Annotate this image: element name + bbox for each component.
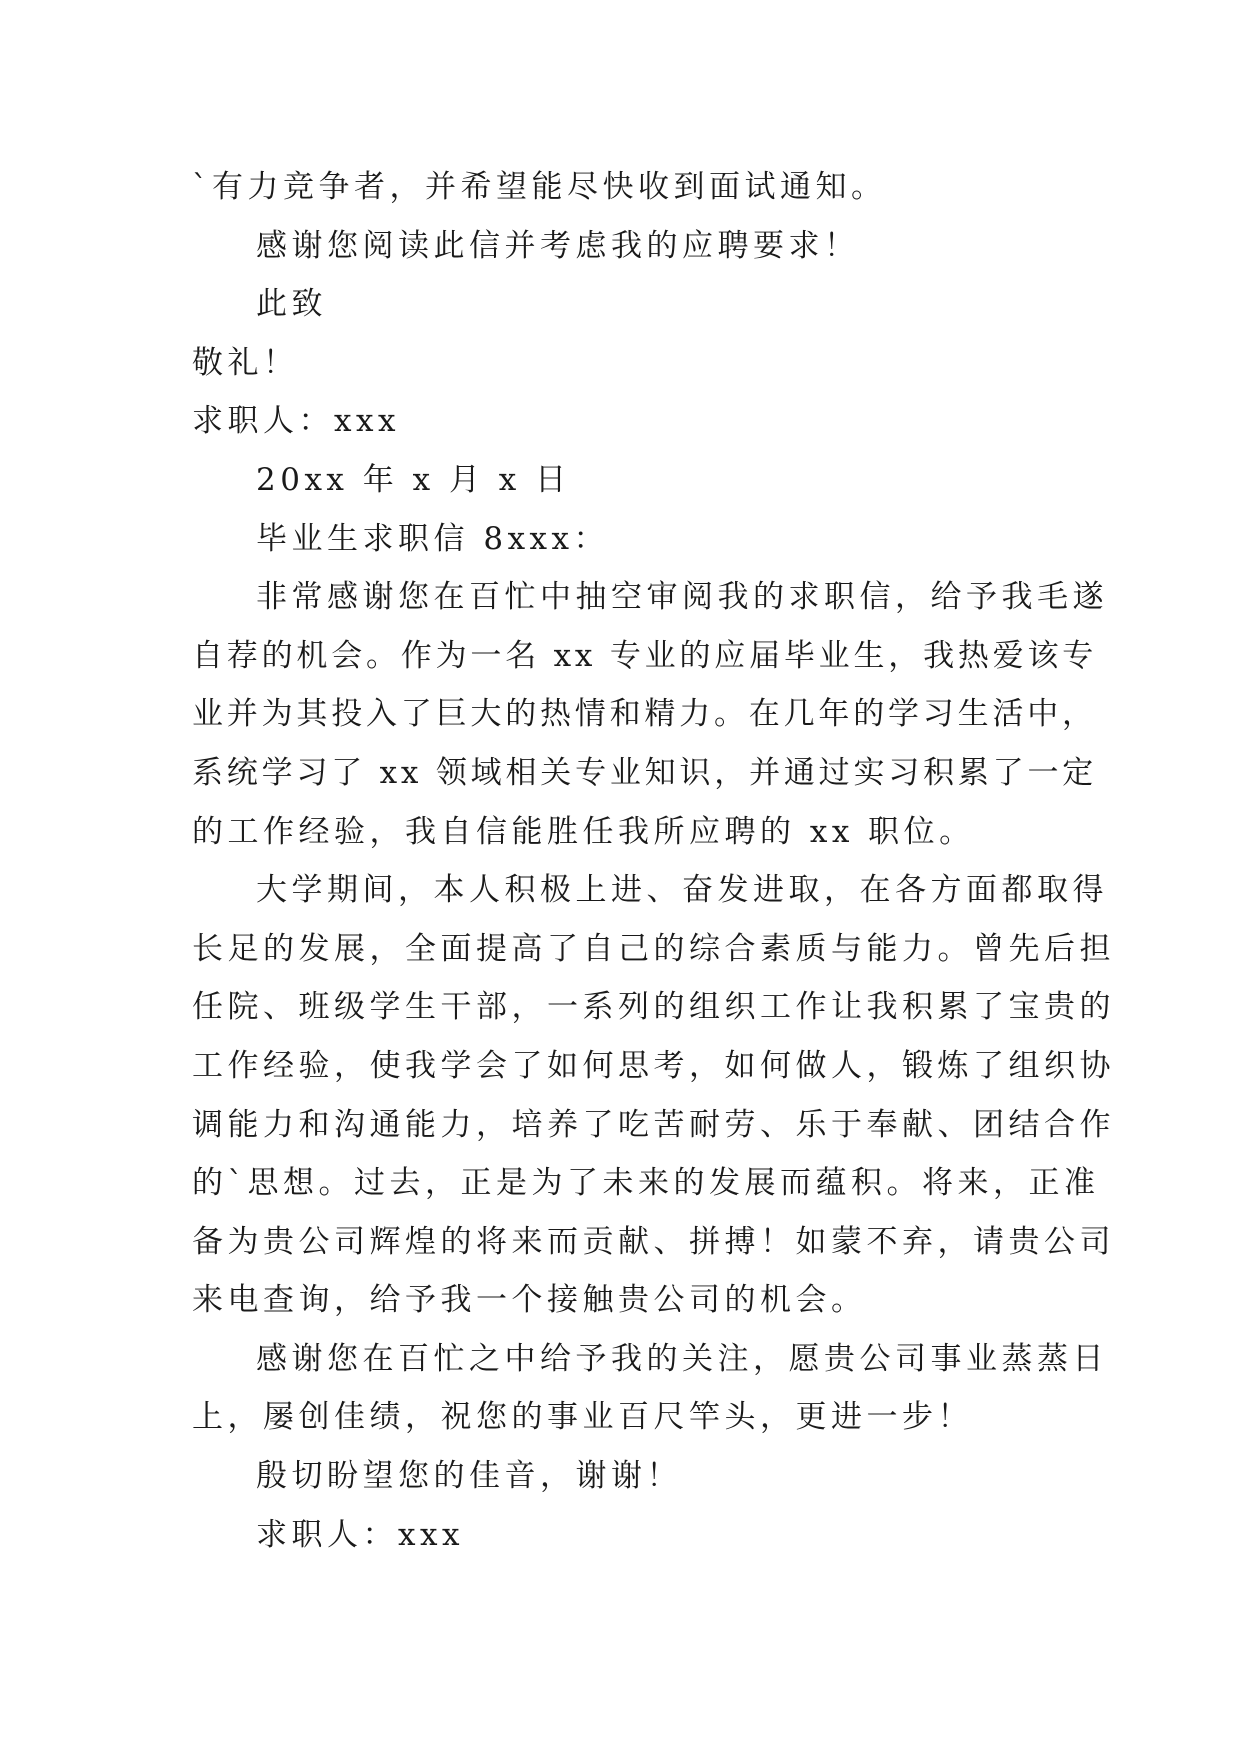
- salutation-line: 此致: [256, 286, 327, 323]
- signature-line: 求职人：xxx: [256, 1516, 464, 1553]
- paragraph-line: 长足的发展，全面提高了自己的综合素质与能力。曾先后担: [192, 930, 1115, 967]
- text-line: `有力竞争者，并希望能尽快收到面试通知。: [192, 169, 887, 205]
- paragraph-line: 业并为其投入了巨大的热情和精力。在几年的学习生活中，: [192, 696, 1097, 733]
- letter-body: [192, 158, 1115, 1564]
- paragraph-line: 感谢您在百忙之中给予我的关注，愿贵公司事业蒸蒸日: [256, 1340, 1108, 1377]
- paragraph-line: 殷切盼望您的佳音，谢谢！: [256, 1458, 682, 1495]
- paragraph-line: 调能力和沟通能力，培养了吃苦耐劳、乐于奉献、团结合作: [192, 1106, 1115, 1143]
- paragraph-line: 大学期间，本人积极上进、奋发进取，在各方面都取得: [256, 872, 1108, 909]
- paragraph-line: 的工作经验，我自信能胜任我所应聘的 xx 职位。: [192, 813, 975, 850]
- paragraph-line: 上，屡创佳绩，祝您的事业百尺竿头，更进一步！: [192, 1399, 973, 1436]
- regards-line: 敬礼！: [192, 344, 299, 381]
- paragraph-line: 的`思想。过去，正是为了未来的发展而蕴积。将来，正准: [192, 1165, 1100, 1202]
- date-line: 20xx 年 x 月 x 日: [256, 461, 571, 498]
- paragraph-line: 工作经验，使我学会了如何思考，如何做人，锻炼了组织协: [192, 1047, 1115, 1084]
- paragraph-line: 任院、班级学生干部，一系列的组织工作让我积累了宝贵的: [192, 989, 1115, 1026]
- paragraph-line: 非常感谢您在百忙中抽空审阅我的求职信，给予我毛遂: [256, 579, 1108, 616]
- paragraph-line: 系统学习了 xx 领域相关专业知识，并通过实习积累了一定: [192, 754, 1098, 791]
- paragraph-line: 自荐的机会。作为一名 xx 专业的应届毕业生，我热爱该专: [192, 637, 1098, 674]
- paragraph-line: 来电查询，给予我一个接触贵公司的机会。: [192, 1282, 867, 1319]
- signature-line: 求职人：xxx: [192, 403, 400, 440]
- paragraph-line: 备为贵公司辉煌的将来而贡献、拼搏！如蒙不弃，请贵公司: [192, 1223, 1115, 1260]
- letter-heading: 毕业生求职信 8xxx：: [256, 520, 610, 557]
- closing-thanks-line: 感谢您阅读此信并考虑我的应聘要求！: [256, 227, 860, 264]
